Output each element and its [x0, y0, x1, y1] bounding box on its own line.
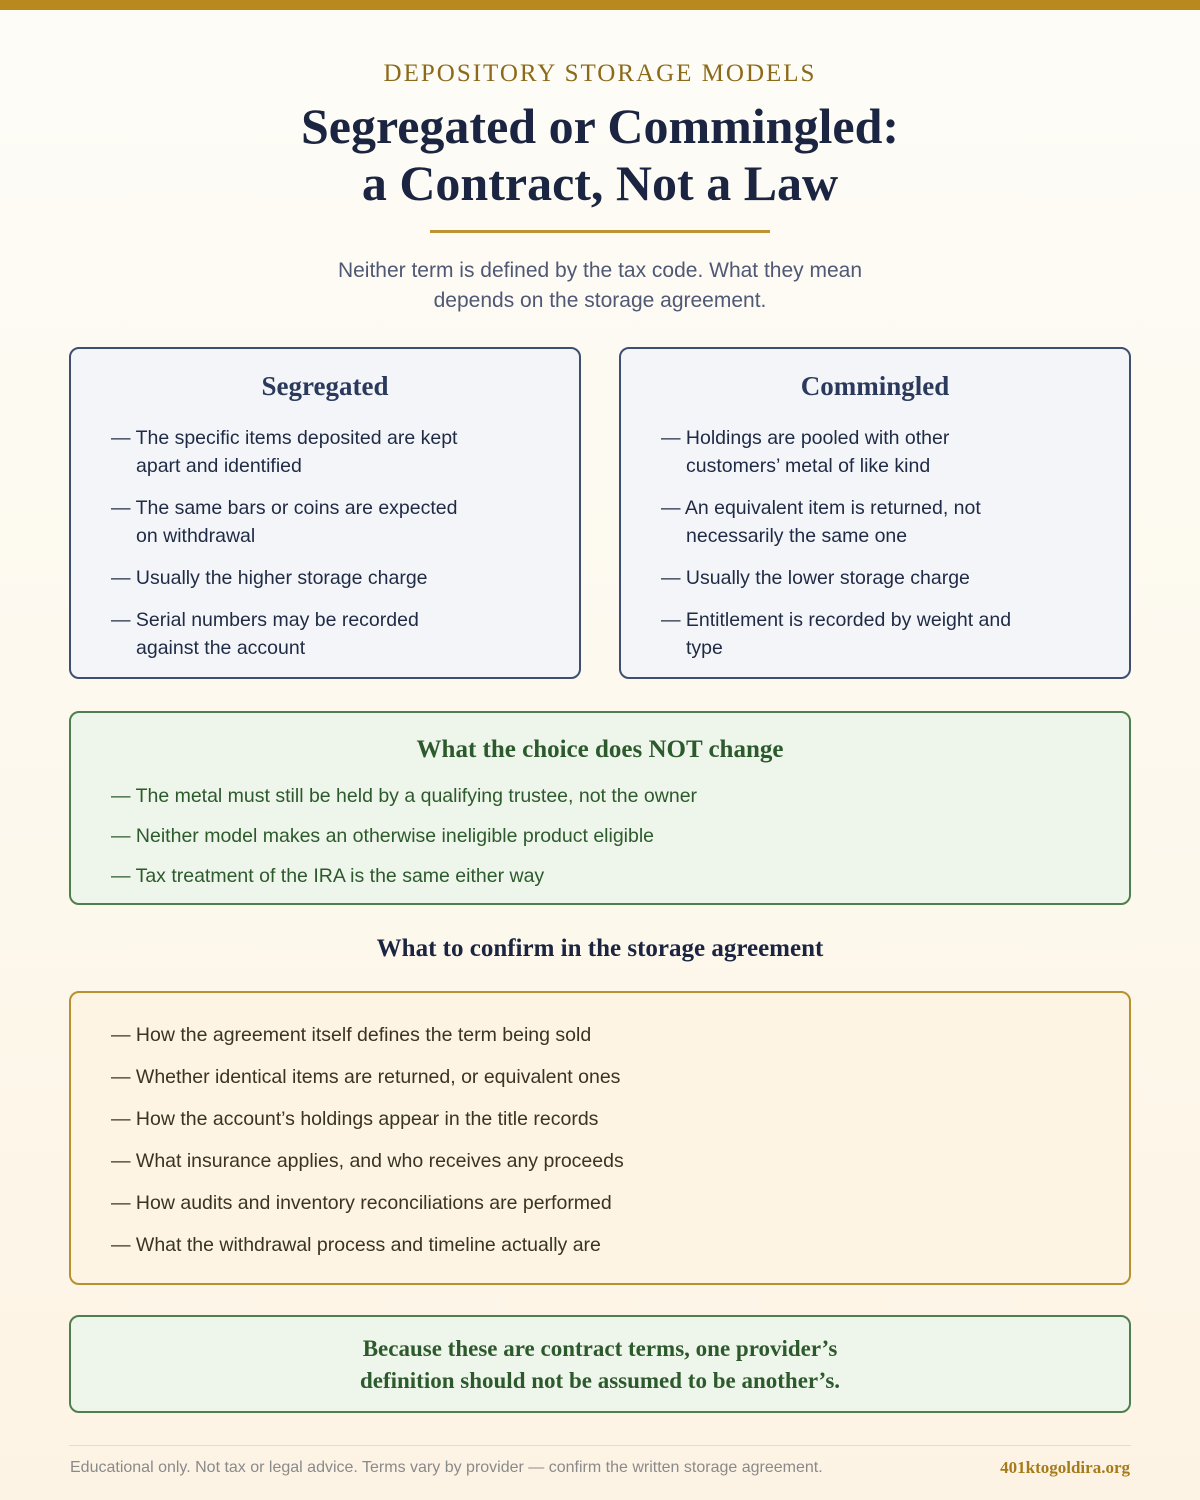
footer-divider [69, 1445, 1131, 1446]
subtitle [0, 256, 1200, 316]
list-item: — An equivalent item is returned, not necessarily the same one [661, 497, 981, 547]
top-accent-bar [0, 0, 1200, 10]
confirm-list [111, 1021, 1129, 1259]
subtitle-line-1: Neither term is defined by the tax code. What they mean [337, 259, 863, 282]
does-not-change-title: What the choice does NOT change [416, 736, 784, 763]
does-not-change-panel [69, 711, 1131, 905]
list-item: — The metal must still be held by a qualifying trustee, not the owner [111, 785, 698, 807]
page-title [0, 98, 1200, 212]
list-item: — The same bars or coins are expected on withdrawal [111, 497, 458, 547]
list-item: — Whether identical items are returned, or equivalent ones [111, 1066, 621, 1088]
confirm-checklist-panel [69, 991, 1131, 1285]
list-item: — Usually the higher storage charge [111, 567, 428, 589]
footer-site-name: 401ktogoldira.org [1000, 1458, 1130, 1477]
commingled-list [661, 424, 1129, 662]
list-item: — Usually the lower storage charge [661, 567, 970, 589]
list-item: — Holdings are pooled with other customers’ metal of like kind [661, 427, 950, 477]
segregated-card [69, 347, 581, 679]
commingled-card-title: Commingled [800, 371, 950, 401]
list-item: — Tax treatment of the IRA is the same either way [111, 865, 545, 887]
list-item: — The specific items deposited are kept apart and identified [111, 427, 458, 477]
list-item: — Serial numbers may be recorded against the account [111, 609, 419, 659]
callout-line-1: Because these are contract terms, one provider’s [362, 1336, 838, 1361]
list-item: — Neither model makes an otherwise ineligible product eligible [111, 825, 655, 847]
commingled-card [619, 347, 1131, 679]
confirm-heading: What to confirm in the storage agreement [376, 935, 824, 962]
page-title-line-2: a Contract, Not a Law [361, 155, 839, 211]
list-item: — What the withdrawal process and timeline actually are [111, 1234, 601, 1256]
eyebrow-label: DEPOSITORY STORAGE MODELS [383, 60, 817, 87]
does-not-change-list [111, 782, 1129, 890]
list-item: — How audits and inventory reconciliations are performed [111, 1192, 612, 1214]
title-divider [430, 230, 770, 233]
page-title-line-1: Segregated or Commingled: [300, 98, 900, 154]
segregated-card-title: Segregated [261, 371, 389, 401]
subtitle-line-2: depends on the storage agreement. [433, 289, 767, 312]
list-item: — How the account’s holdings appear in the title records [111, 1108, 599, 1130]
list-item: — How the agreement itself defines the term being sold [111, 1024, 592, 1046]
footer-disclaimer: Educational only. Not tax or legal advice. Terms vary by provider — confirm the written storage agreement. [70, 1459, 823, 1476]
key-takeaway-callout [69, 1315, 1131, 1413]
list-item: — Entitlement is recorded by weight and type [661, 609, 1012, 659]
segregated-list [111, 424, 579, 662]
callout-line-2: definition should not be assumed to be another’s. [359, 1368, 841, 1393]
list-item: — What insurance applies, and who receives any proceeds [111, 1150, 624, 1172]
